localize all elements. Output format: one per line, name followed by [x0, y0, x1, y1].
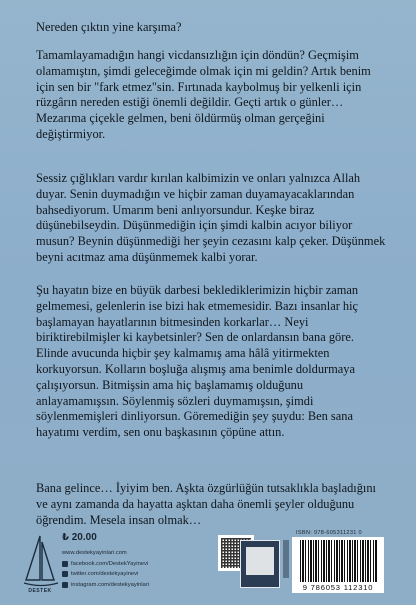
paragraph-5: Bana gelince… İyiyim ben. Aşkta özgürlüğün tutsaklıkla başladığını ve aynı zamanda da hayatta aşktan daha önemli şeyler olduğunu öğrendim. Mesela insan olmak…: [36, 481, 376, 527]
paragraph-2: Tamamlayamadığın hangi vicdansızlığın için döndün? Geçmişim olamamıştın, şimdi geleceğimde olmak için mi geldin? Artık benim için sen bir "fark etmez"sin. Fırtınada kaybolmuş bir yelkenli için rüzgârın nereden estiği önemli değildir. Geçti artık o günler… Mezarıma çiçekle gelmen, beni öldürmüş olman gerçeğini değiştirmiyor.: [36, 48, 371, 141]
price-label: ₺ 20.00: [62, 532, 97, 543]
paragraph-1: Nereden çıktın yine karşıma?: [36, 20, 182, 34]
publisher-logo: [22, 532, 60, 596]
publisher-name: DESTEK: [28, 588, 52, 594]
contact-facebook-url: facebook.com/DestekYayinevi: [71, 560, 149, 567]
contact-website: [62, 548, 149, 559]
contact-facebook: [62, 559, 149, 570]
publisher-contacts: [62, 548, 149, 590]
barcode-number: 9 786053 112310: [302, 583, 374, 592]
sticker-tab: [283, 540, 289, 578]
contact-instagram: [62, 580, 149, 591]
contact-twitter: [62, 569, 149, 580]
contact-twitter-url: twitter.com/destekyayinevi: [71, 571, 139, 578]
facebook-icon: [62, 561, 68, 567]
barcode-bars: [300, 540, 378, 582]
sailboat-logo-icon: [22, 532, 60, 590]
twitter-icon: [62, 571, 68, 577]
isbn-label: ISBN: 978-605311231 0: [296, 530, 362, 536]
paragraph-3: Sessiz çığlıkları vardır kırılan kalbimizin ve onları yalnızca Allah duyar. Senin duymadığın ve hiçbir zaman duyamayacaklarından bahsediyorum. Umarım beni anlıyorsundur. Keşke biraz düşünebilseydin. Düşünmediğin için şimdi kalbin acıyor biliyor musun? Beynin düşünmediği her şeyin cezasını kalp çeker. Düşünmek beyni acıtmaz ama düşünmemek kalbi yorar.: [36, 171, 386, 264]
contact-instagram-url: instagram.com/destekyayinlari: [71, 581, 149, 588]
instagram-icon: [62, 582, 68, 588]
barcode: [292, 537, 384, 593]
security-sticker: [240, 540, 280, 588]
contact-website-url: www.destekyayinlari.com: [62, 550, 127, 556]
paragraph-4: Şu hayatın bize en büyük darbesi beklediklerimizin hiçbir zaman gelmemesi, gelenlerin ise bizi hak etmemesidir. Bazı insanlar hiç başlamayan hayatlarının bitmesinden korkarlar… Neyi biriktirebilmişler ki kaybetsinler? Sen de onlardansın bana göre. Elinde avucunda hiçbir şey kalmamış ama hâlâ yitirmekten korkuyorsun. Kolların boşluğa alışmış ama benimle doldurmaya çalışıyorsun. Bitmişsin ama hiç başlamamış olduğunu anlayamamışsın. Söylenmiş sözleri duymamışsın, şimdi söylenmemişleri dinliyorsun. Göremediğin şey şuydu: Ben sana hayatımı verdim, sen onu başkasının çöpüne attın.: [36, 283, 359, 440]
